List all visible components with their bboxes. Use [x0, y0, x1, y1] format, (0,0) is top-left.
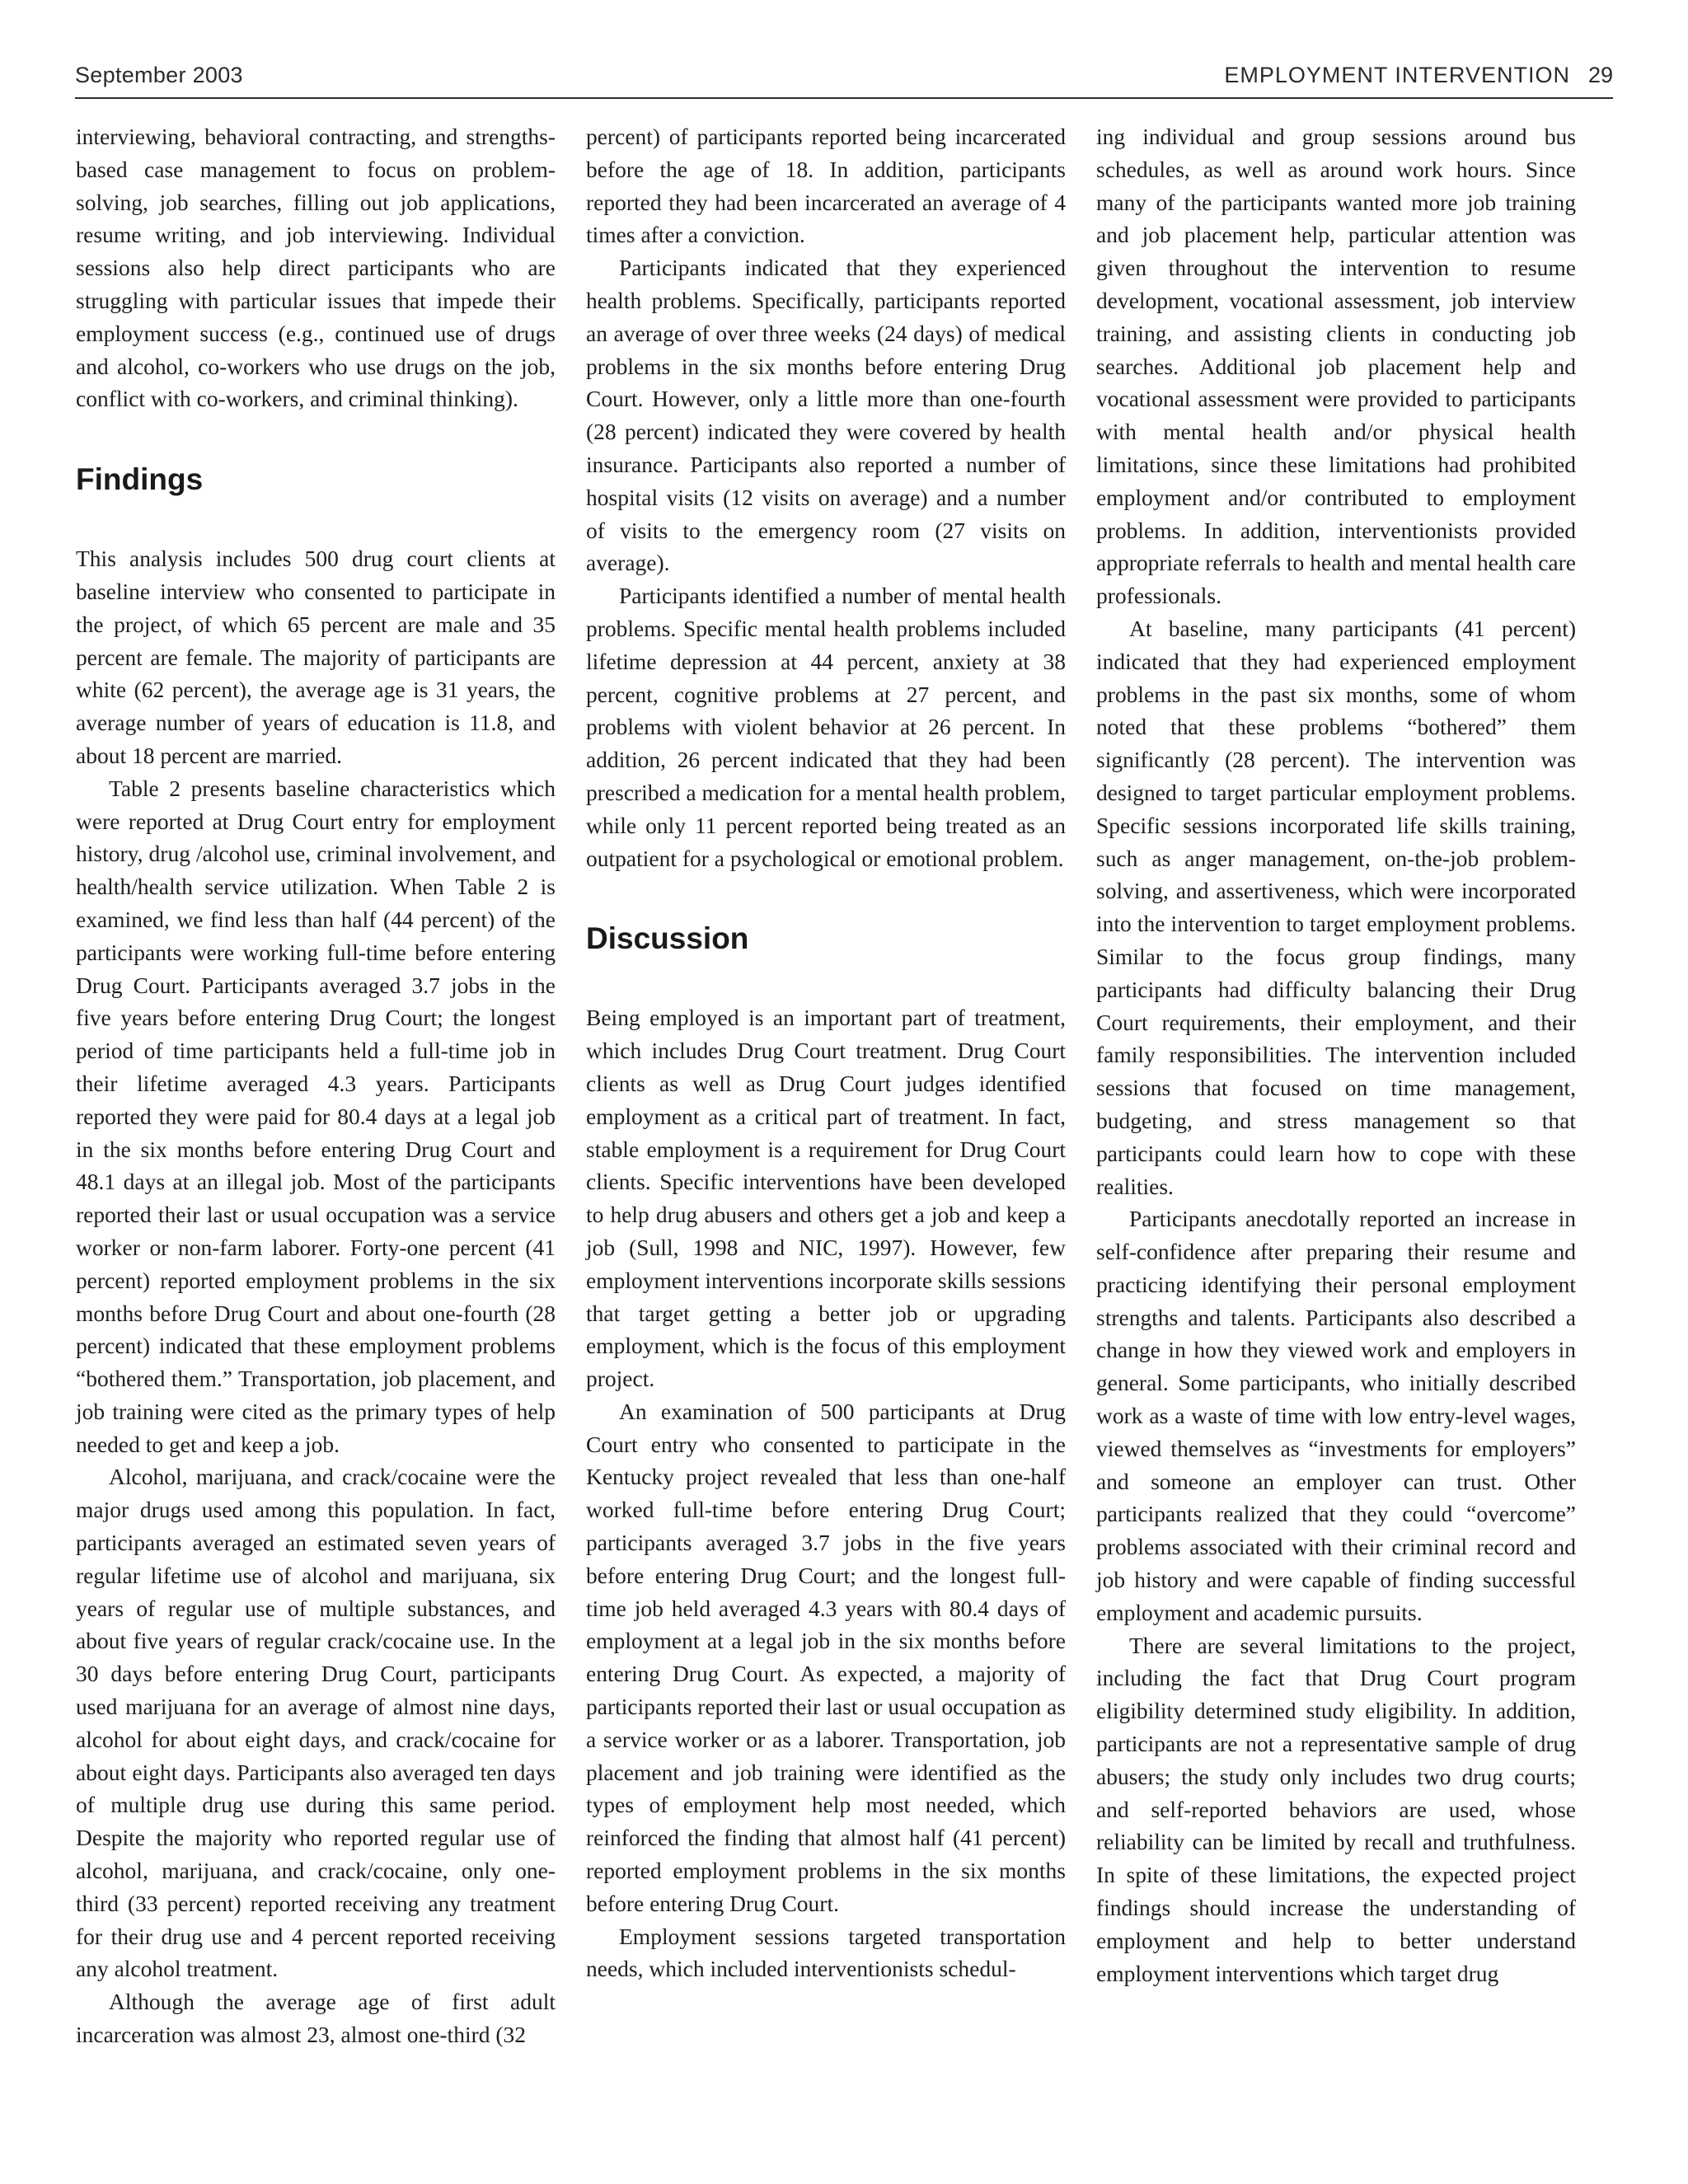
paragraph: percent) of participants reported being incarcerated before the age of 18. In addition, participants reported they had been incarcerated an average of 4 times after a conviction. — [586, 124, 1066, 248]
paragraph: Participants indicated that they experienced health problems. Specifically, participants reported an average of over three weeks (24 days) of medical problems in the six months before entering Drug Court. However, only a little more than one-fourth (28 percent) indicated they were covered by health insurance. Participants also reported a number of hospital visits (12 visits on average) and a number of visits to the emergency room (27 visits on average). — [586, 255, 1066, 576]
section-heading-discussion: Discussion — [586, 921, 749, 956]
paragraph: An examination of 500 participants at Drug Court entry who consented to participate in the Kentucky project revealed that less than one-half worked full-time before entering Drug Court; participants averaged 3.7 jobs in the five years before entering Drug Court; and the longest full-time job held averaged 4.3 years with 80.4 days of employment at a legal job in the six months before entering Drug Court. As expected, a majority of participants reported their last or usual occupation as a service worker or as a laborer. Transportation, job placement and job training were identified as the types of employment help most needed, which reinforced the finding that almost half (41 percent) reported employment problems in the six months before entering Drug Court. — [586, 1398, 1066, 1916]
paragraph: Alcohol, marijuana, and crack/cocaine were the major drugs used among this population. In fact, participants averaged an estimated seven years of regular lifetime use of alcohol and marijuana, six years of regular use of multiple substances, and about five years of regular crack/cocaine use. In the 30 days before entering Drug Court, participants used marijuana for an average of almost nine days, alcohol for about eight days, and crack/cocaine for about eight days. Participants also averaged ten days of multiple drug use during this same period. Despite the majority who reported regular use of alcohol, marijuana, and crack/cocaine, only one-third (33 percent) reported receiving any treatment for their drug use and 4 percent reported receiving any alcohol treatment. — [76, 1464, 556, 1982]
paragraph: This analysis includes 500 drug court clients at baseline interview who consented to participate in the project, of which 65 percent are male and 35 percent are female. The majority of participants are white (62 percent), the average age is 31 years, the average number of years of education is 11.8, and about 18 percent are married. — [76, 546, 556, 768]
paragraph: Table 2 presents baseline characteristics which were reported at Drug Court entry for employment history, drug /alcohol use, criminal involvement, and health/health service utilization. When Table 2 is examined, we find less than half (44 percent) of the participants were working full-time before entering Drug Court. Participants averaged 3.7 jobs in the five years before entering Drug Court; the longest period of time participants held a full-time job in their lifetime averaged 4.3 years. Participants reported they were paid for 80.4 days at a legal job in the six months before entering Drug Court and 48.1 days at an illegal job. Most of the participants reported their last or usual occupation was a service worker or non-farm laborer. Forty-one percent (41 percent) reported employment problems in the six months before Drug Court and about one-fourth (28 percent) indicated that these employment problems “bothered them.” Transportation, job placement, and job training were cited as the primary types of help needed to get and keep a job. — [76, 775, 556, 1457]
paragraph: Being employed is an important part of treatment, which includes Drug Court treatment. Drug Court clients as well as Drug Court judges identified employment as a critical part of treatment. In fact, stable employment is a requirement for Drug Court clients. Specific interventions have been developed to help drug abusers and others get a job and keep a job (Sull, 1998 and NIC, 1997). However, few employment interventions incorporate skills sessions that target getting a better job or upgrading employment, which is the focus of this employment project. — [586, 1005, 1066, 1392]
paragraph: Participants anecdotally reported an increase in self-confidence after preparing their resume and practicing identifying their personal employment strengths and talents. Participants also described a change in how they viewed work and employers in general. Some participants, who initially described work as a waste of time with low entry-level wages, viewed themselves as “investments for employers” and someone an employer can trust. Other participants realized that they could “overcome” problems associated with their criminal record and job history and were capable of finding successful employment and academic pursuits. — [1096, 1206, 1576, 1625]
section-heading-findings: Findings — [76, 462, 204, 497]
paragraph: Participants identified a number of mental health problems. Specific mental health problems included lifetime depression at 44 percent, anxiety at 38 percent, cognitive problems at 27 percent, and problems with violent behavior at 26 percent. In addition, 26 percent indicated that they had been prescribed a medication for a mental health problem, while only 11 percent reported being treated as an outpatient for a psychological or emotional problem. — [586, 583, 1066, 871]
paragraph: ing individual and group sessions around bus schedules, as well as around work hours. Since many of the participants wanted more job training and job placement help, particular attention was given throughout the intervention to resume development, vocational assessment, job interview training, and assisting clients in conducting job searches. Additional job placement help and vocational assessment were provided to participants with mental health and/or physical health limitations, since these limitations had prohibited employment and/or contributed to employment problems. In addition, interventionists provided appropriate referrals to health and mental health care professionals. — [1096, 124, 1576, 609]
column-1 — [76, 120, 556, 2051]
paragraph: Employment sessions targeted transportation needs, which included interventionists schedul- — [586, 1923, 1066, 1982]
paragraph: There are several limitations to the project, including the fact that Drug Court program eligibility determined study eligibility. In addition, participants are not a representative sample of drug abusers; the study only includes two drug courts; and self-reported behaviors are used, whose reliability can be limited by recall and truthfulness. In spite of these limitations, the expected project findings should increase the understanding of employment and help to better understand employment interventions which target drug — [1096, 1632, 1576, 1986]
running-header — [75, 61, 1613, 99]
issue-date: September 2003 — [75, 63, 243, 87]
column-2 — [586, 120, 1066, 1985]
paragraph: interviewing, behavioral contracting, and strengths-based case management to focus on problem-solving, job searches, filling out job applications, resume writing, and job interviewing. Individual sessions also help direct participants who are struggling with particular issues that impede their employment success (e.g., continued use of drugs and alcohol, co-workers who use drugs on the job, conflict with co-workers, and criminal thinking). — [76, 124, 556, 412]
paragraph: Although the average age of first adult incarceration was almost 23, almost one-third (32 — [76, 1989, 556, 2048]
paragraph: At baseline, many participants (41 percent) indicated that they had experienced employment problems in the past six months, some of whom noted that these problems “bothered” them significantly (28 percent). The intervention was designed to target particular employment problems. Specific sessions incorporated life skills training, such as anger management, on-the-job problem-solving, and assertiveness, which were incorporated into the intervention to target employment problems. Similar to the focus group findings, many participants had difficulty balancing their Drug Court requirements, their employment, and their family responsibilities. The intervention included sessions that focused on time management, budgeting, and stress management so that participants could learn how to cope with these realities. — [1096, 615, 1576, 1199]
page-number: 29 — [1587, 63, 1613, 87]
section-title: EMPLOYMENT INTERVENTION — [1224, 63, 1570, 87]
column-3 — [1096, 120, 1576, 1990]
running-title — [1224, 63, 1613, 88]
